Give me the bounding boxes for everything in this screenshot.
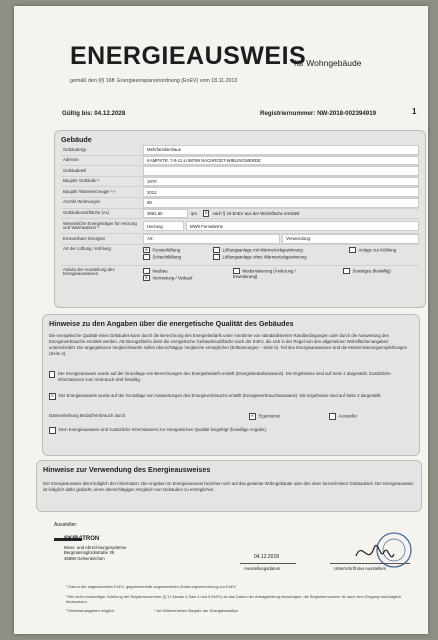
address-line: 45896 Gelsenkirchen: [64, 555, 105, 561]
option-no-heat-recovery[interactable]: [213, 254, 307, 261]
divider: [330, 563, 410, 564]
option-label: Sonstiges (freiwillig): [352, 268, 391, 274]
option-owner[interactable]: [249, 413, 329, 420]
checkbox-icon: ✕: [144, 246, 148, 252]
issuer-label: Aussteller:: [54, 522, 78, 528]
document-title: ENERGIEAUSWEIS: [70, 42, 307, 70]
address-line: Mess- und Abrechnungssysteme: [64, 545, 127, 550]
checkbox-icon: [213, 254, 220, 261]
area-label: Gebäudenutzfläche (Aₙ): [63, 210, 109, 216]
issue-date-label: Ausstellungsdatum: [244, 566, 281, 571]
building-heading: Gebäude: [61, 135, 92, 144]
row-value: 1970: [143, 177, 419, 187]
signature-label: Unterschrift des Ausstellers: [334, 566, 387, 571]
area-unit: qm: [191, 210, 197, 216]
valid-until: Gültig bis: 04.12.2028: [62, 110, 126, 117]
energy-row: [61, 219, 419, 234]
page-number: 1: [412, 107, 417, 116]
area-checkbox[interactable]: ✕: [204, 210, 208, 216]
checkbox-icon: [143, 254, 150, 261]
option-text: Der Energieausweis wurde auf der Grundlage von Auswertungen des Energieverbrauchs erstellt (Energieverbrauchsausweis). Die Ergebnisse sind auf Seite 3 dargestellt.: [58, 393, 382, 398]
energy-use: Heizung: [143, 221, 184, 231]
option-label: Lüftungsanlage mit Wärmerückgewinnung: [222, 247, 303, 253]
option-new-building[interactable]: [143, 268, 168, 275]
usage-notes-heading: Hinweise zur Verwendung des Energieausweises: [43, 465, 211, 474]
energy-certificate-page: [14, 6, 428, 634]
quality-notes-section: [42, 314, 420, 456]
checkbox-icon: [49, 427, 56, 434]
divider: [240, 563, 296, 564]
row-value: Mehrfamilienhaus: [143, 145, 419, 155]
table-row: [61, 145, 419, 156]
renewable-type: Art:: [143, 234, 280, 244]
issuer-company: SKIBATRON: [64, 536, 100, 542]
option-text: Der Energieausweis wurde auf der Grundlage von Berechnungen des Energiebedarfs erstellt (Energiebedarfsausweis). Die Ergebnisse sind auf Seite 2 dargestellt. Zusätzliche Informationen zum Verbrauch sind freiwillig.: [57, 371, 391, 382]
option-label: Aussteller: [338, 413, 358, 419]
area-row: [61, 209, 419, 220]
footnote: ¹ Datum der angewendeten EnEV, gegebenenfalls angewendeten Änderungsverordnung zur EnEV: [66, 584, 237, 589]
option-window-ventilation[interactable]: [143, 247, 180, 254]
energy-label: Wesentliche Energieträger für Heizung und Warmwasser ³: [63, 220, 137, 231]
checkbox-icon: ✕: [250, 413, 254, 418]
data-collection-line: [49, 413, 413, 420]
area-value: 3961,60: [143, 209, 188, 219]
option-label: Fensterlüftung: [152, 247, 180, 253]
row-value: [143, 166, 419, 176]
renewable-label: Erneuerbare Energien: [63, 235, 106, 241]
option-text: Dem Energieausweis sind zusätzliche Informationen zur energetischen Qualität beigefügt (freiwillige Angabe).: [58, 427, 268, 432]
table-row: [61, 166, 419, 177]
usage-notes-paragraph: Der Energieausweis dient lediglich der Information. Die Angaben im Energieausweis beziehen sich auf das gesamte Wohngebäude oder den oben bezeichneten Gebäudeteil. Der Energieausweis ist lediglich dafür gedacht, einen überschlägigen Vergleich von Gebäuden zu ermöglichen.: [43, 481, 414, 492]
reason-row: [61, 266, 419, 290]
option-label: Vermietung / Verkauf: [152, 275, 193, 281]
checkbox-icon: [343, 268, 350, 275]
option-cooling[interactable]: [349, 247, 396, 254]
option-issuer[interactable]: [329, 413, 357, 420]
row-label: Adresse: [63, 157, 79, 163]
row-label: Baujahr Gebäude ³: [63, 178, 100, 184]
footnote: ³ Mehrfachangaben möglich: [66, 608, 115, 613]
checkbox-icon: [143, 268, 150, 275]
quality-notes-heading: Hinweise zu den Angaben über die energetische Qualität des Gebäudes: [49, 319, 294, 328]
checkbox-icon: [213, 247, 220, 254]
address-line: Bergmannsglückstraße 35: [64, 550, 115, 556]
ventilation-label: Art der Lüftung / Kühlung: [63, 245, 111, 251]
option-label: Schachtlüftung: [152, 254, 181, 260]
option-label: Neubau: [152, 268, 168, 274]
option-demand-certificate[interactable]: [49, 371, 413, 382]
row-label: Gebäudeteil: [63, 167, 87, 173]
reason-label: Anlass der Ausstellung des Energieausweises: [63, 266, 115, 277]
option-label: Anlage zur Kühlung: [358, 247, 397, 253]
document-subtitle: für Wohngebäude: [294, 58, 362, 68]
option-consumption-certificate[interactable]: [49, 393, 413, 400]
table-row: [61, 156, 419, 167]
building-table: [61, 145, 419, 290]
usage-notes-section: [36, 460, 422, 512]
legal-basis: gemäß den §§ 16ff. Energieeinsparverordnung (EnEV) vom 18.11.2013: [70, 78, 238, 84]
register-number: Registriernummer: NW-2018-002394919: [260, 110, 377, 117]
renewable-use: Verwendung:: [282, 234, 419, 244]
option-modernisation[interactable]: [233, 268, 313, 280]
checkbox-icon: ✕: [144, 274, 148, 280]
quality-notes-paragraph: Die energetische Qualität eines Gebäudes kann durch die Berechnung des Energiebedarfs unter Annahme von standardisierten Randbedingungen oder durch die Auswertung des Energieverbrauchs ermittelt werden. Als Bezugsfläche dient die energetische Gebäudenutzfläche nach der EnEV, die sich in der Regel von den allgemeinen Wohnflächenangaben unterscheidet. Die angegebenen Vergleichswerte sollen überschlägige Vergleiche ermöglichen (Erläuterungen – Seite 5). Teil des Energieausweises sind die Modernisierungsempfehlungen (Seite 4).: [49, 333, 408, 356]
option-rental-sale[interactable]: [143, 275, 192, 282]
row-label: Baujahr Wärmeerzeuger ³,⁴: [63, 188, 116, 194]
option-shaft-ventilation[interactable]: [143, 254, 181, 261]
footnote: ⁴ bei Wärmenetzen Baujahr der Übergabestation: [154, 608, 239, 613]
row-value: KAMPSTR. 7-9-11 in 58769 NACHRODT-WIBLINGWERDE: [143, 156, 419, 166]
area-note: nach § 19 EnEV aus der Wohnfläche ermittelt: [212, 210, 300, 216]
row-value: 2012: [143, 187, 419, 197]
option-label: Lüftungsanlage ohne Wärmerückgewinnung: [222, 254, 307, 260]
data-collection-label: Datenerhebung Bedarf/Verbrauch durch: [49, 413, 126, 418]
option-additional-info[interactable]: [49, 427, 413, 434]
renewable-row: [61, 234, 419, 245]
row-label: Gebäudetyp: [63, 146, 87, 152]
table-row: [61, 187, 419, 198]
issuer-address: [64, 545, 126, 561]
footnote: ² Bei nicht rechtzeitiger Zuteilung der Registriernummer (§ 17 Absatz 4 Satz 4 und 5 EnEV) ist das Datum der Antragstellung einzutragen; die Registriernummer ist nach dem Eingang nachträglich einzusetzen.: [66, 594, 402, 604]
table-row: [61, 177, 419, 188]
table-row: [61, 198, 419, 209]
row-label: Anzahl Wohnungen: [63, 199, 101, 205]
checkbox-icon: [49, 371, 55, 378]
issue-date: 04.12.2018: [254, 554, 280, 560]
ventilation-row: [61, 245, 419, 266]
row-value: 68: [143, 198, 419, 208]
option-label: Modernisierung (Änderung / Erweiterung): [233, 268, 296, 280]
checkbox-icon: [329, 413, 336, 420]
energy-carrier: MWh Fernwärme: [186, 221, 419, 231]
checkbox-icon: ✕: [50, 393, 54, 398]
checkbox-icon: [349, 247, 356, 254]
option-label: Eigentümer: [258, 413, 281, 419]
option-heat-recovery[interactable]: [213, 247, 303, 254]
option-other[interactable]: [343, 268, 403, 275]
building-section: [54, 130, 426, 308]
